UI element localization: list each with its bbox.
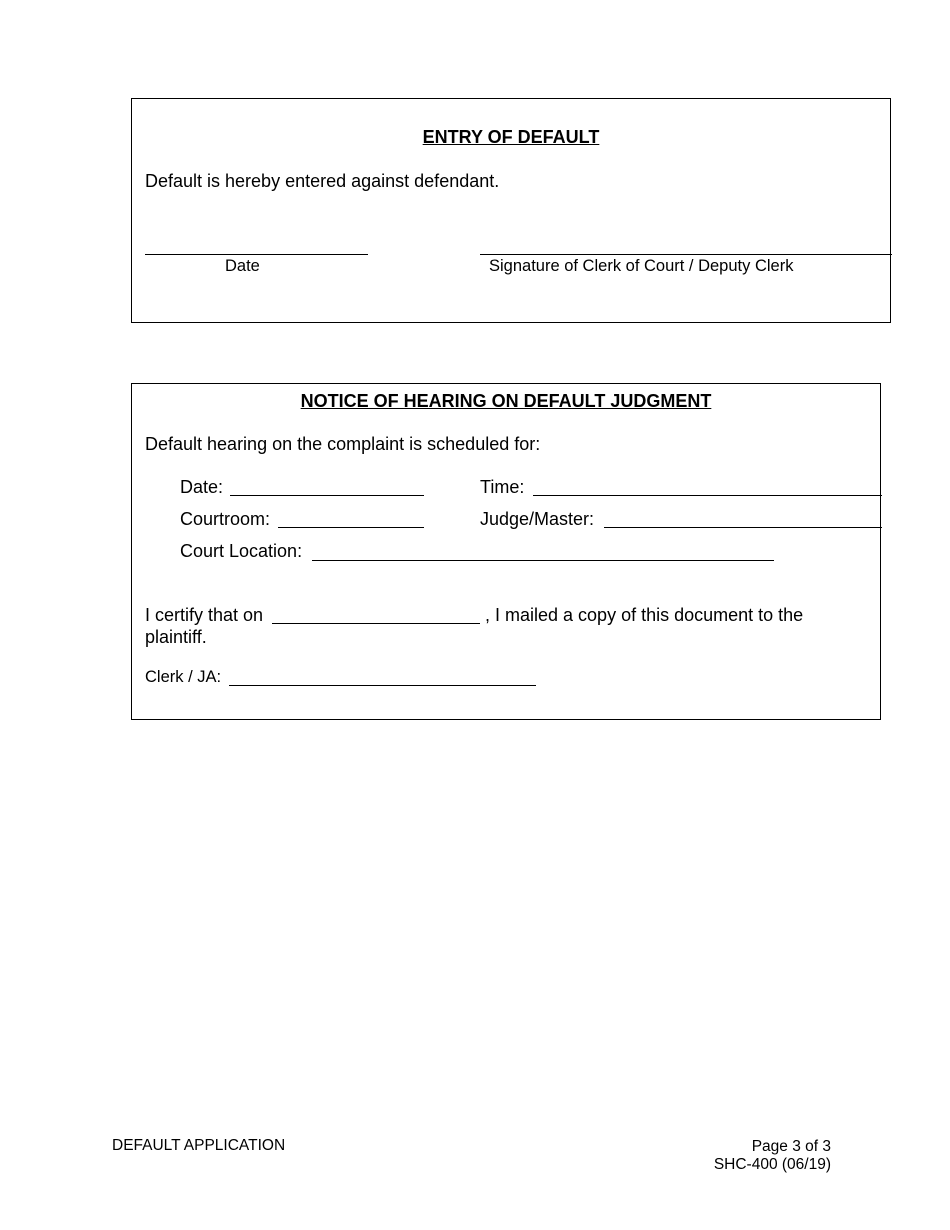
judge-master-label: Judge/Master: — [480, 509, 595, 529]
notice-of-hearing-section — [131, 383, 881, 720]
hearing-date-label: Date: — [180, 477, 224, 497]
mailing-date-field[interactable] — [272, 623, 480, 624]
hearing-time-field[interactable] — [533, 495, 882, 496]
court-location-field[interactable] — [312, 560, 774, 561]
hearing-date-field[interactable] — [230, 495, 424, 496]
certify-suffix: , I mailed a copy of this document to the — [485, 605, 804, 625]
certify-end: plaintiff. — [145, 627, 207, 647]
judge-master-field[interactable] — [604, 527, 882, 528]
courtroom-field[interactable] — [278, 527, 424, 528]
date-signature-line[interactable] — [145, 254, 368, 255]
notice-of-hearing-title: NOTICE OF HEARING ON DEFAULT JUDGMENT — [300, 391, 712, 411]
clerk-ja-label: Clerk / JA: — [145, 668, 222, 686]
certify-prefix: I certify that on — [145, 605, 264, 625]
hearing-intro: Default hearing on the complaint is scheduled for: — [145, 434, 541, 454]
hearing-time-label: Time: — [480, 477, 525, 497]
footer-form-code: SHC-400 (06/19) — [713, 1156, 831, 1173]
courtroom-label: Courtroom: — [180, 509, 271, 529]
clerk-signature-line[interactable] — [480, 254, 892, 255]
footer-form-title: DEFAULT APPLICATION — [112, 1137, 286, 1154]
entry-of-default-section — [131, 98, 891, 323]
default-statement: Default is hereby entered against defendant. — [145, 171, 500, 191]
footer-page-number: Page 3 of 3 — [751, 1138, 831, 1155]
clerk-signature-label: Signature of Clerk of Court / Deputy Clerk — [489, 257, 794, 275]
date-label: Date — [225, 257, 260, 275]
court-location-label: Court Location: — [180, 541, 303, 561]
entry-of-default-title: ENTRY OF DEFAULT — [422, 127, 600, 147]
clerk-ja-field[interactable] — [229, 685, 536, 686]
